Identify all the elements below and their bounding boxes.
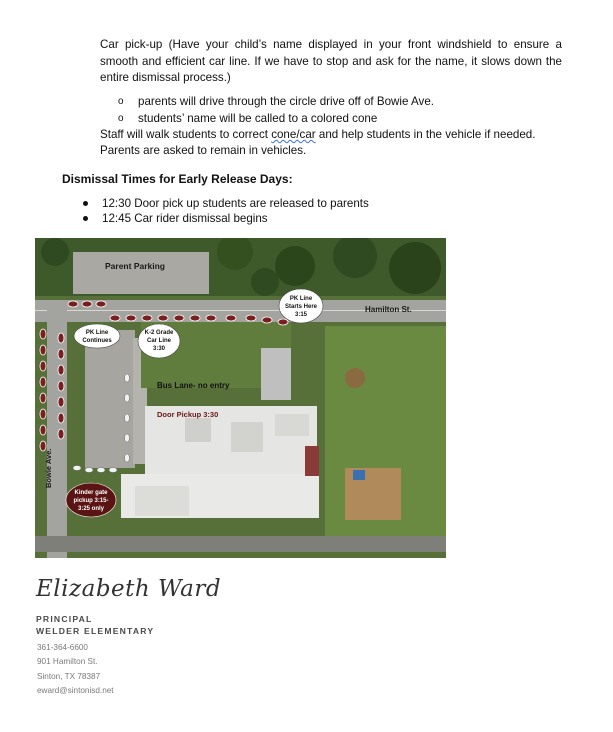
early-release-list: [80, 196, 369, 226]
bus-lane-label: Bus Lane- no entry: [157, 381, 230, 390]
k2-line1: K-2 Grade: [144, 330, 174, 336]
pk-continues-line2: Continues: [82, 338, 112, 344]
car-pickup-paragraph: Car pick-up (Have your child’s name displayed in your front windshield to ensure a smooth and efficient car line. If we have to stop and ask for the name, it slows down the entire dismissal process.): [100, 38, 562, 84]
signature-script: Elizabeth Ward: [36, 576, 222, 602]
list-item: o students’ name will be called to a colored cone: [118, 111, 434, 128]
signature-title-block: [36, 613, 154, 637]
hollow-bullet-icon: o: [118, 96, 124, 107]
list-item: 12:45 Car rider dismissal begins: [80, 211, 369, 226]
campus-aerial-map: [35, 238, 446, 558]
list-item: o parents will drive through the circle drive off of Bowie Ave.: [118, 94, 434, 111]
pk-starts-line1: PK Line: [289, 296, 313, 302]
title-school: WELDER ELEMENTARY: [36, 626, 155, 636]
pk-line-continues-callout: [74, 324, 120, 348]
contact-block: [37, 641, 114, 698]
pk-line-starts-callout: [279, 289, 323, 323]
parent-parking-label: Parent Parking: [105, 261, 165, 271]
pk-starts-line3: 3:15: [294, 312, 308, 318]
kinder-gate-callout: [66, 483, 116, 517]
pk-starts-line2: Starts Here: [284, 304, 318, 310]
list-item: 12:30 Door pick up students are released to parents: [80, 196, 369, 211]
contact-address-line2: Sinton, TX 78387: [37, 671, 101, 681]
k2-line2: Car Line: [146, 338, 172, 344]
contact-email[interactable]: eward@sintonisd.net: [37, 685, 114, 695]
kinder-line3: 3:25 only: [77, 506, 105, 512]
title-principal: PRINCIPAL: [36, 614, 93, 624]
door-pickup-label: Door Pickup 3:30: [157, 410, 219, 419]
bowie-avenue-label: Bowie Ave.: [44, 448, 53, 488]
k2-car-line-callout: [138, 324, 180, 358]
parents-instruction: Parents are asked to remain in vehicles.: [100, 144, 307, 157]
bullet-icon: [83, 216, 88, 221]
kinder-line2: pickup 3:15-: [73, 498, 109, 504]
contact-phone: 361-364-6600: [37, 643, 88, 652]
pickup-sub-list: [118, 94, 434, 127]
hamilton-street-label: Hamilton St.: [365, 305, 412, 314]
k2-line3: 3:30: [152, 346, 166, 352]
bullet-icon: [83, 201, 88, 206]
contact-address-line1: 901 Hamilton St.: [37, 657, 98, 667]
spellcheck-underlined-text: cone/car: [271, 128, 316, 141]
early-release-heading: Dismissal Times for Early Release Days:: [62, 172, 293, 186]
kinder-line1: Kinder gate: [74, 490, 108, 496]
pk-continues-line1: PK Line: [85, 330, 109, 336]
staff-instructions: Staff will walk students to correct cone/car and help students in the vehicle if needed.: [100, 128, 536, 141]
hollow-bullet-icon: o: [118, 112, 124, 124]
